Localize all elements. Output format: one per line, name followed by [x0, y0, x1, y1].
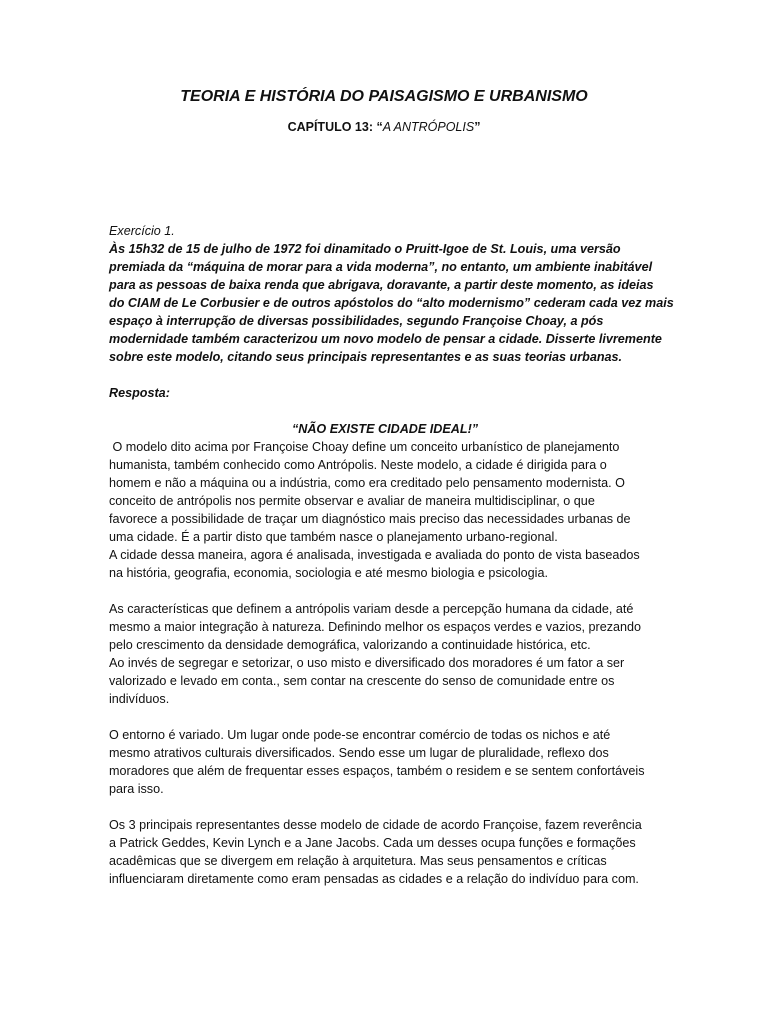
paragraph-line: uma cidade. É a partir disto que também nasce o planejamento urbano-regional.: [109, 530, 558, 544]
exercise-label: Exercício 1.: [109, 224, 175, 238]
answer-heading: “NÃO EXISTE CIDADE IDEAL!”: [291, 422, 479, 436]
paragraph-line: homem e não a máquina ou a indústria, como era creditado pelo pensamento modernista. O: [109, 476, 625, 490]
paragraph-line: favorece a possibilidade de traçar um diagnóstico mais preciso das necessidades urbanas de: [109, 512, 631, 526]
paragraph-line: A cidade dessa maneira, agora é analisada, investigada e avaliada do ponto de vista baseados: [109, 548, 640, 562]
paragraph-line: para isso.: [109, 782, 164, 796]
answer-paragraph-4: [109, 816, 661, 888]
document-body: [109, 222, 674, 888]
paragraph-line: O modelo dito acima por Françoise Choay define um conceito urbanístico de planejamento: [109, 440, 620, 454]
paragraph-line: pelo crescimento da densidade demográfica, valorizando a continuidade histórica, etc.: [109, 638, 591, 652]
spacer: [109, 798, 661, 816]
paragraph-line: mesmo atrativos culturais diversificados. Sendo esse um lugar de pluralidade, reflexo dos: [109, 746, 609, 760]
spacer: [109, 366, 661, 384]
spacer: [109, 402, 661, 420]
paragraph-line: acadêmicas que se divergem em relação à arquitetura. Mas seus pensamentos e críticas: [109, 854, 607, 868]
paragraph-line: Os 3 principais representantes desse modelo de cidade de acordo Françoise, fazem reverência: [109, 818, 642, 832]
answer-paragraph-2: [109, 600, 661, 708]
exercise-question: [109, 240, 674, 366]
chapter-close-quote: ”: [474, 120, 481, 134]
paragraph-line: influenciaram diretamente como eram pensadas as cidades e a relação do indivíduo para com.: [109, 872, 639, 886]
document-title: TEORIA E HISTÓRIA DO PAISAGISMO E URBANISMO: [180, 88, 588, 105]
paragraph-line: mesmo a maior integração à natureza. Definindo melhor os espaços verdes e vazios, prezando: [109, 620, 642, 634]
spacer: [109, 582, 661, 600]
question-line: modernidade também caracterizou um novo modelo de pensar a cidade. Disserte livremente: [109, 332, 662, 346]
question-line: para as pessoas de baixa renda que abrigava, doravante, a partir deste momento, as ideias: [109, 278, 654, 292]
paragraph-line: indivíduos.: [109, 692, 170, 706]
question-line: Às 15h32 de 15 de julho de 1972 foi dinamitado o Pruitt-Igoe de St. Louis, uma versão: [109, 242, 621, 256]
chapter-label: CAPÍTULO 13: “: [287, 120, 383, 134]
paragraph-line: moradores que além de frequentar esses espaços, também o residem e se sentem confortáveis: [109, 764, 645, 778]
paragraph-line: As características que definem a antrópolis variam desde a percepção humana da cidade, até: [109, 602, 634, 616]
paragraph-line: Ao invés de segregar e setorizar, o uso misto e diversificado dos moradores é um fator a ser: [109, 656, 625, 670]
answer-paragraph-3: [109, 726, 661, 798]
paragraph-line: a Patrick Geddes, Kevin Lynch e a Jane Jacobs. Cada um desses ocupa funções e formações: [109, 836, 636, 850]
paragraph-line: na história, geografia, economia, sociologia e até mesmo biologia e psicologia.: [109, 566, 548, 580]
paragraph-line: O entorno é variado. Um lugar onde pode-se encontrar comércio de todas os nichos e até: [109, 728, 611, 742]
question-line: do CIAM de Le Corbusier e de outros apóstolos do “alto modernismo” cederam cada vez mais: [109, 296, 674, 310]
answer-paragraph-1: [109, 438, 661, 582]
question-line: sobre este modelo, citando seus principais representantes e as suas teorias urbanas.: [109, 350, 623, 364]
spacer: [109, 708, 661, 726]
paragraph-line: humanista, também conhecido como Antrópolis. Neste modelo, a cidade é dirigida para o: [109, 458, 607, 472]
chapter-heading: [0, 119, 768, 135]
chapter-name: A ANTRÓPOLIS: [382, 120, 475, 134]
paragraph-line: conceito de antrópolis nos permite observar e avaliar de maneira multidisciplinar, o que: [109, 494, 595, 508]
question-line: premiada da “máquina de morar para a vida moderna”, no entanto, um ambiente inabitável: [109, 260, 653, 274]
question-line: espaço à interrupção de diversas possibilidades, segundo Françoise Choay, a pós: [109, 314, 604, 328]
answer-label: Resposta:: [109, 386, 170, 400]
paragraph-line: valorizado e levado em conta., sem contar na crescente do senso de comunidade entre os: [109, 674, 615, 688]
